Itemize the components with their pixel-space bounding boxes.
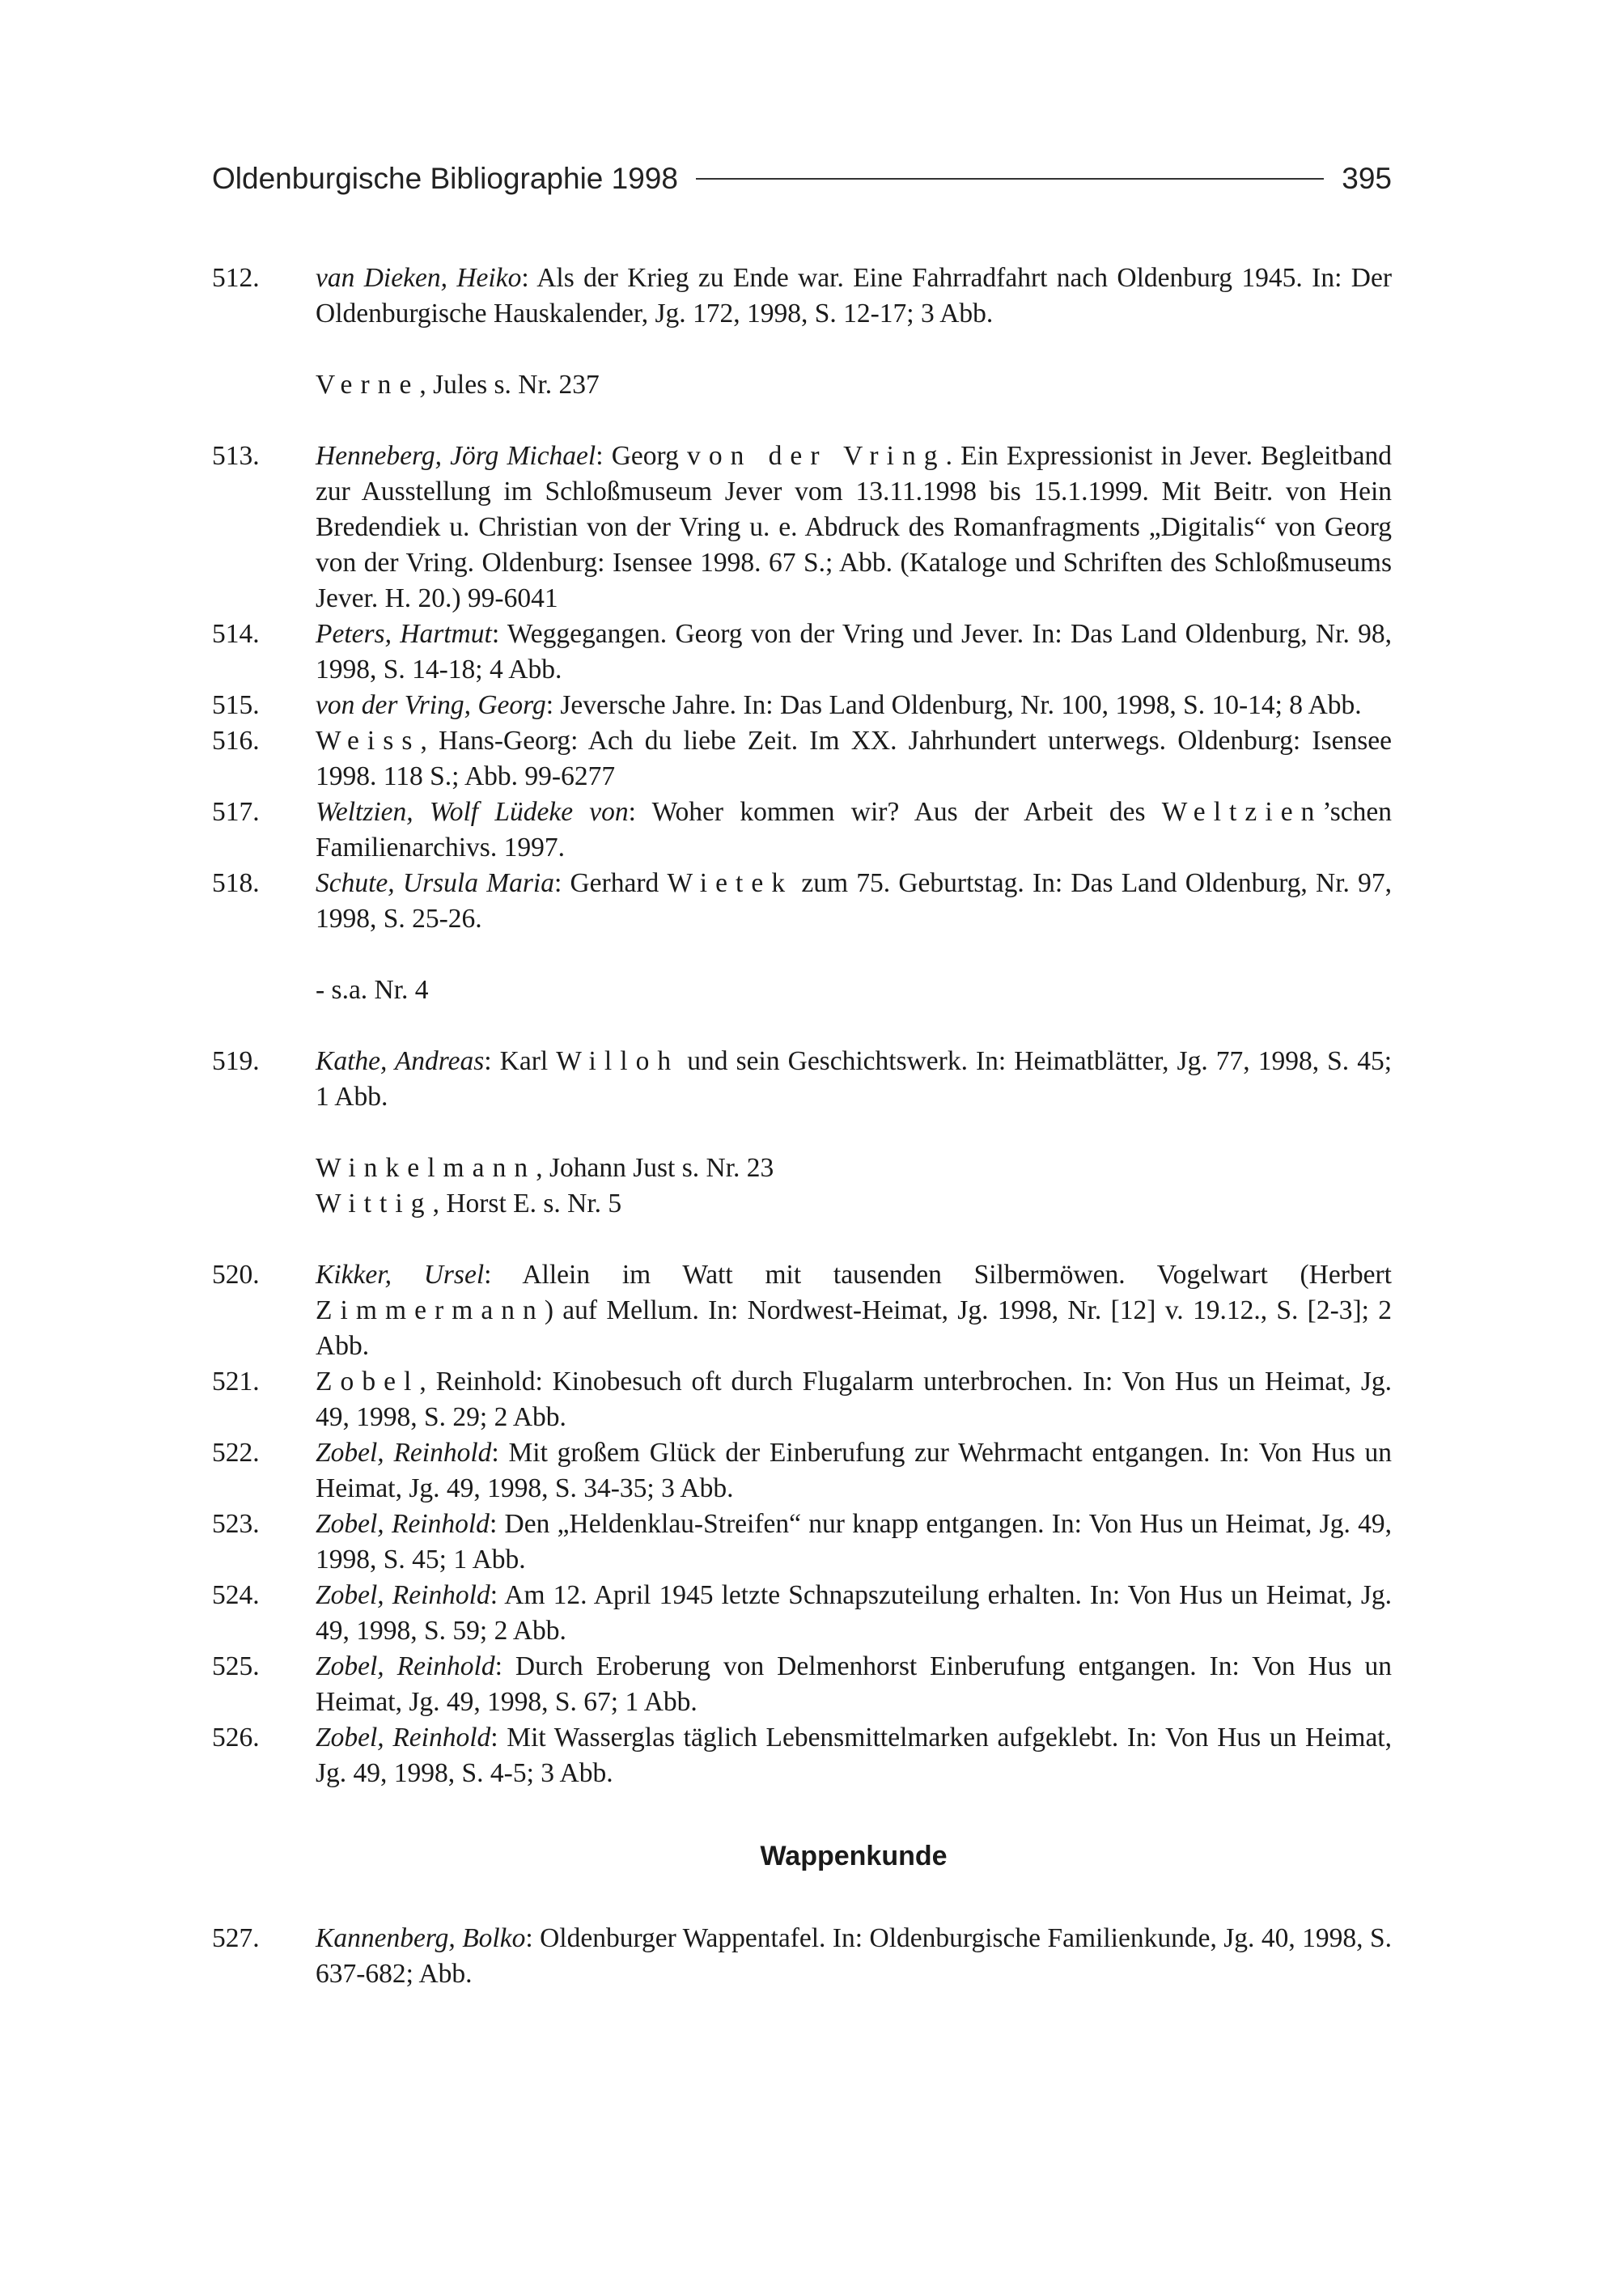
entry-526: 526. Zobel, Reinhold: Mit Wasserglas täglich Lebensmittelmarken aufgeklebt. In: Von Hus un Heimat, Jg. 49, 1998, S. 4-5; 3 Abb. xyxy=(212,1720,1392,1791)
entry-512: 512. van Dieken, Heiko: Als der Krieg zu Ende war. Eine Fahrradfahrt nach Oldenburg 1945. In: Der Oldenburgische Hauskalender, Jg. 172, 1998, S. 12-17; 3 Abb. xyxy=(212,261,1392,332)
entry-number: 522. xyxy=(212,1438,260,1468)
header-rule xyxy=(696,178,1324,180)
entry-author: Zobel, Reinhold xyxy=(316,1509,490,1539)
entry-number: 513. xyxy=(212,441,260,471)
entry-number: 524. xyxy=(212,1580,260,1610)
entry-number: 519. xyxy=(212,1046,260,1076)
entry-text: ) auf Mellum. In: Nordwest-Heimat, Jg. 1998, Nr. [12] v. 19.12., S. [2-3]; 2 Abb. xyxy=(316,1295,1392,1361)
entry-text: Den „Heldenklau-Streifen“ nur knapp entgangen. In: Von Hus un Heimat, Jg. 49, 1998, S. 45; 1 Abb. xyxy=(316,1509,1392,1575)
entry-author: Kathe, Andreas xyxy=(316,1046,485,1076)
entry-author: Kannenberg, Bolko xyxy=(316,1923,526,1953)
entry-number: 518. xyxy=(212,868,260,898)
cross-reference-verne xyxy=(212,367,1392,403)
entry-author: Peters, Hartmut xyxy=(316,619,492,649)
entry-520: 520. Kikker, Ursel: Allein im Watt mit tausenden Silbermöwen. Vogelwart (Herbert Zimmermann) auf Mellum. In: Nordwest-Heimat, Jg. 1998, Nr. [12] v. 19.12., S. [2-3]; 2 Abb. xyxy=(212,1257,1392,1364)
xref-name: Verne xyxy=(316,370,420,400)
entry-text: Mit Wasserglas täglich Lebensmittelmarken aufgeklebt. In: Von Hus un Heimat, Jg. 49, 1998, S. 4-5; 3 Abb. xyxy=(316,1723,1392,1788)
entry-author: Weltzien, Wolf Lüdeke von xyxy=(316,797,629,827)
entry-number: 521. xyxy=(212,1367,260,1397)
entry-text: . Ein Expressionist in Jever. Begleitband zur Ausstellung im Schloßmuseum Jever vom 13.11.1998 bis 15.1.1999. Mit Beitr. von Hein Bredendiek u. Christian von der Vring u. e. Abdruck des Romanfragments „Digitalis“ von Georg von der Vring. Oldenburg: Isensee 1998. 67 S.; Abb. (Kataloge und Schriften des Schloßmuseums Jever. H. 20.) 99-6041 xyxy=(316,441,1392,613)
entry-text: zum 75. Geburtstag. In: Das Land Oldenburg, Nr. 97, 1998, S. 25-26. xyxy=(316,868,1392,934)
entry-number: 523. xyxy=(212,1509,260,1539)
entry-527: 527. Kannenberg, Bolko: Oldenburger Wappentafel. In: Oldenburgische Familienkunde, Jg. 40, 1998, S. 637-682; Abb. xyxy=(212,1921,1392,1992)
section-heading-wappenkunde: Wappenkunde xyxy=(760,1841,948,1871)
entry-number: 516. xyxy=(212,726,260,756)
cross-reference-see-also xyxy=(212,973,1392,1008)
xref-text: , Johann Just s. Nr. 23 xyxy=(536,1153,774,1183)
entry-text: und sein Geschichtswerk. In: Heimatblätter, Jg. 77, 1998, S. 45; 1 Abb. xyxy=(316,1046,1393,1112)
entry-number: 515. xyxy=(212,690,260,720)
entry-525: 525. Zobel, Reinhold: Durch Eroberung von Delmenhorst Einberufung entgangen. In: Von Hus un Heimat, Jg. 49, 1998, S. 67; 1 Abb. xyxy=(212,1649,1392,1720)
entry-516 xyxy=(212,723,1392,795)
entry-number: 512. xyxy=(212,263,260,293)
xref-text: , Horst E. s. Nr. 5 xyxy=(432,1189,622,1219)
entry-number: 517. xyxy=(212,797,260,827)
entry-524: 524. Zobel, Reinhold: Am 12. April 1945 letzte Schnapszuteilung erhalten. In: Von Hus un Heimat, Jg. 49, 1998, S. 59; 2 Abb. xyxy=(212,1578,1392,1649)
xref-name: Winkelmann xyxy=(316,1153,536,1183)
entry-number: 520. xyxy=(212,1260,260,1290)
cross-reference-winkelmann xyxy=(212,1151,1392,1186)
entry-522: 522. Zobel, Reinhold: Mit großem Glück der Einberufung zur Wehrmacht entgangen. In: Von Hus un Heimat, Jg. 49, 1998, S. 34-35; 3 Abb. xyxy=(212,1435,1392,1507)
entry-521 xyxy=(212,1364,1392,1435)
entry-person: Weiss xyxy=(316,726,421,756)
entry-author: Zobel, Reinhold xyxy=(316,1580,490,1610)
entry-number: 514. xyxy=(212,619,260,649)
entry-author: Henneberg, Jörg Michael xyxy=(316,441,596,471)
entry-519: 519. Kathe, Andreas: Karl Willoh und sein Geschichtswerk. In: Heimatblätter, Jg. 77, 1998, S. 45; 1 Abb. xyxy=(212,1044,1392,1115)
xref-name: Wittig xyxy=(316,1189,433,1219)
cross-reference-wittig xyxy=(212,1186,1392,1222)
header-title: Oldenburgische Bibliographie 1998 xyxy=(212,162,678,195)
entry-text: ’schen Familienarchivs. 1997. xyxy=(316,797,1393,863)
entry-person: Zimmermann xyxy=(316,1295,545,1325)
entry-author: von der Vring, Georg xyxy=(316,690,546,720)
entry-515: 515. von der Vring, Georg: Jeversche Jahre. In: Das Land Oldenburg, Nr. 100, 1998, S. 10-14; 8 Abb. xyxy=(212,688,1392,723)
entry-514: 514. Peters, Hartmut: Weggegangen. Georg von der Vring und Jever. In: Das Land Oldenburg, Nr. 98, 1998, S. 14-18; 4 Abb. xyxy=(212,617,1392,688)
entry-author: Zobel, Reinhold xyxy=(316,1723,491,1753)
entry-author: Kikker, Ursel xyxy=(316,1260,485,1290)
entry-text: Oldenburger Wappentafel. In: Oldenburgische Familienkunde, Jg. 40, 1998, S. 637-682; Abb. xyxy=(316,1923,1393,1989)
entry-text: , Reinhold: Kinobesuch oft durch Flugalarm unterbrochen. In: Von Hus un Heimat, Jg. 49, 1998, S. 29; 2 Abb. xyxy=(316,1367,1392,1432)
entry-author: Zobel, Reinhold xyxy=(316,1651,495,1681)
xref-text: , Jules s. Nr. 237 xyxy=(419,370,600,400)
entry-517: 517. Weltzien, Wolf Lüdeke von: Woher kommen wir? Aus der Arbeit des Weltzien’schen Familienarchivs. 1997. xyxy=(212,795,1392,866)
entry-person: Weltzien xyxy=(1161,797,1323,827)
entry-text: Am 12. April 1945 letzte Schnapszuteilung erhalten. In: Von Hus un Heimat, Jg. 49, 1998, S. 59; 2 Abb. xyxy=(316,1580,1392,1646)
entry-text: Jeversche Jahre. In: Das Land Oldenburg, Nr. 100, 1998, S. 10-14; 8 Abb. xyxy=(560,690,1362,720)
entry-text: Als der Krieg zu Ende war. Eine Fahrradfahrt nach Oldenburg 1945. In: Der Oldenburgische Hauskalender, Jg. 172, 1998, S. 12-17; 3 Abb. xyxy=(316,263,1392,328)
bibliography-list xyxy=(212,261,1392,1992)
entry-person: Wietek xyxy=(667,868,794,898)
entry-number: 527. xyxy=(212,1923,260,1953)
entry-518: 518. Schute, Ursula Maria: Gerhard Wietek zum 75. Geburtstag. In: Das Land Oldenburg, Nr. 97, 1998, S. 25-26. xyxy=(212,866,1392,937)
entry-person: von der Vring xyxy=(687,441,946,471)
entry-author: Zobel, Reinhold xyxy=(316,1438,492,1468)
entry-text: Weggegangen. Georg von der Vring und Jever. In: Das Land Oldenburg, Nr. 98, 1998, S. 14-18; 4 Abb. xyxy=(316,619,1393,685)
entry-523: 523. Zobel, Reinhold: Den „Heldenklau-Streifen“ nur knapp entgangen. In: Von Hus un Heimat, Jg. 49, 1998, S. 45; 1 Abb. xyxy=(212,1507,1392,1578)
entry-author: van Dieken, Heiko xyxy=(316,263,522,293)
page-number: 395 xyxy=(1342,162,1392,195)
entry-person: Zobel xyxy=(316,1367,420,1397)
entry-513: 513. Henneberg, Jörg Michael: Georg von der Vring. Ein Expressionist in Jever. Begleitband zur Ausstellung im Schloßmuseum Jever vom 13.11.1998 bis 15.1.1999. Mit Beitr. von Hein Bredendiek u. Christian von der Vring u. e. Abdruck des Romanfragments „Digitalis“ von Georg von der Vring. Oldenburg: Isensee 1998. 67 S.; Abb. (Kataloge und Schriften des Schloßmuseums Jever. H. 20.) 99-6041 xyxy=(212,439,1392,617)
entry-text: Durch Eroberung von Delmenhorst Einberufung entgangen. In: Von Hus un Heimat, Jg. 49, 1998, S. 67; 1 Abb. xyxy=(316,1651,1392,1717)
entry-number: 526. xyxy=(212,1723,260,1753)
entry-number: 525. xyxy=(212,1651,260,1681)
entry-author: Schute, Ursula Maria xyxy=(316,868,554,898)
entry-text: Mit großem Glück der Einberufung zur Wehrmacht entgangen. In: Von Hus un Heimat, Jg. 49, 1998, S. 34-35; 3 Abb. xyxy=(316,1438,1392,1503)
entry-text: , Hans-Georg: Ach du liebe Zeit. Im XX. Jahrhundert unterwegs. Oldenburg: Isensee 1998. 118 S.; Abb. 99-6277 xyxy=(316,726,1392,791)
entry-person: Willoh xyxy=(556,1046,680,1076)
xref-text: - s.a. Nr. 4 xyxy=(316,975,429,1005)
running-header xyxy=(212,162,1392,210)
